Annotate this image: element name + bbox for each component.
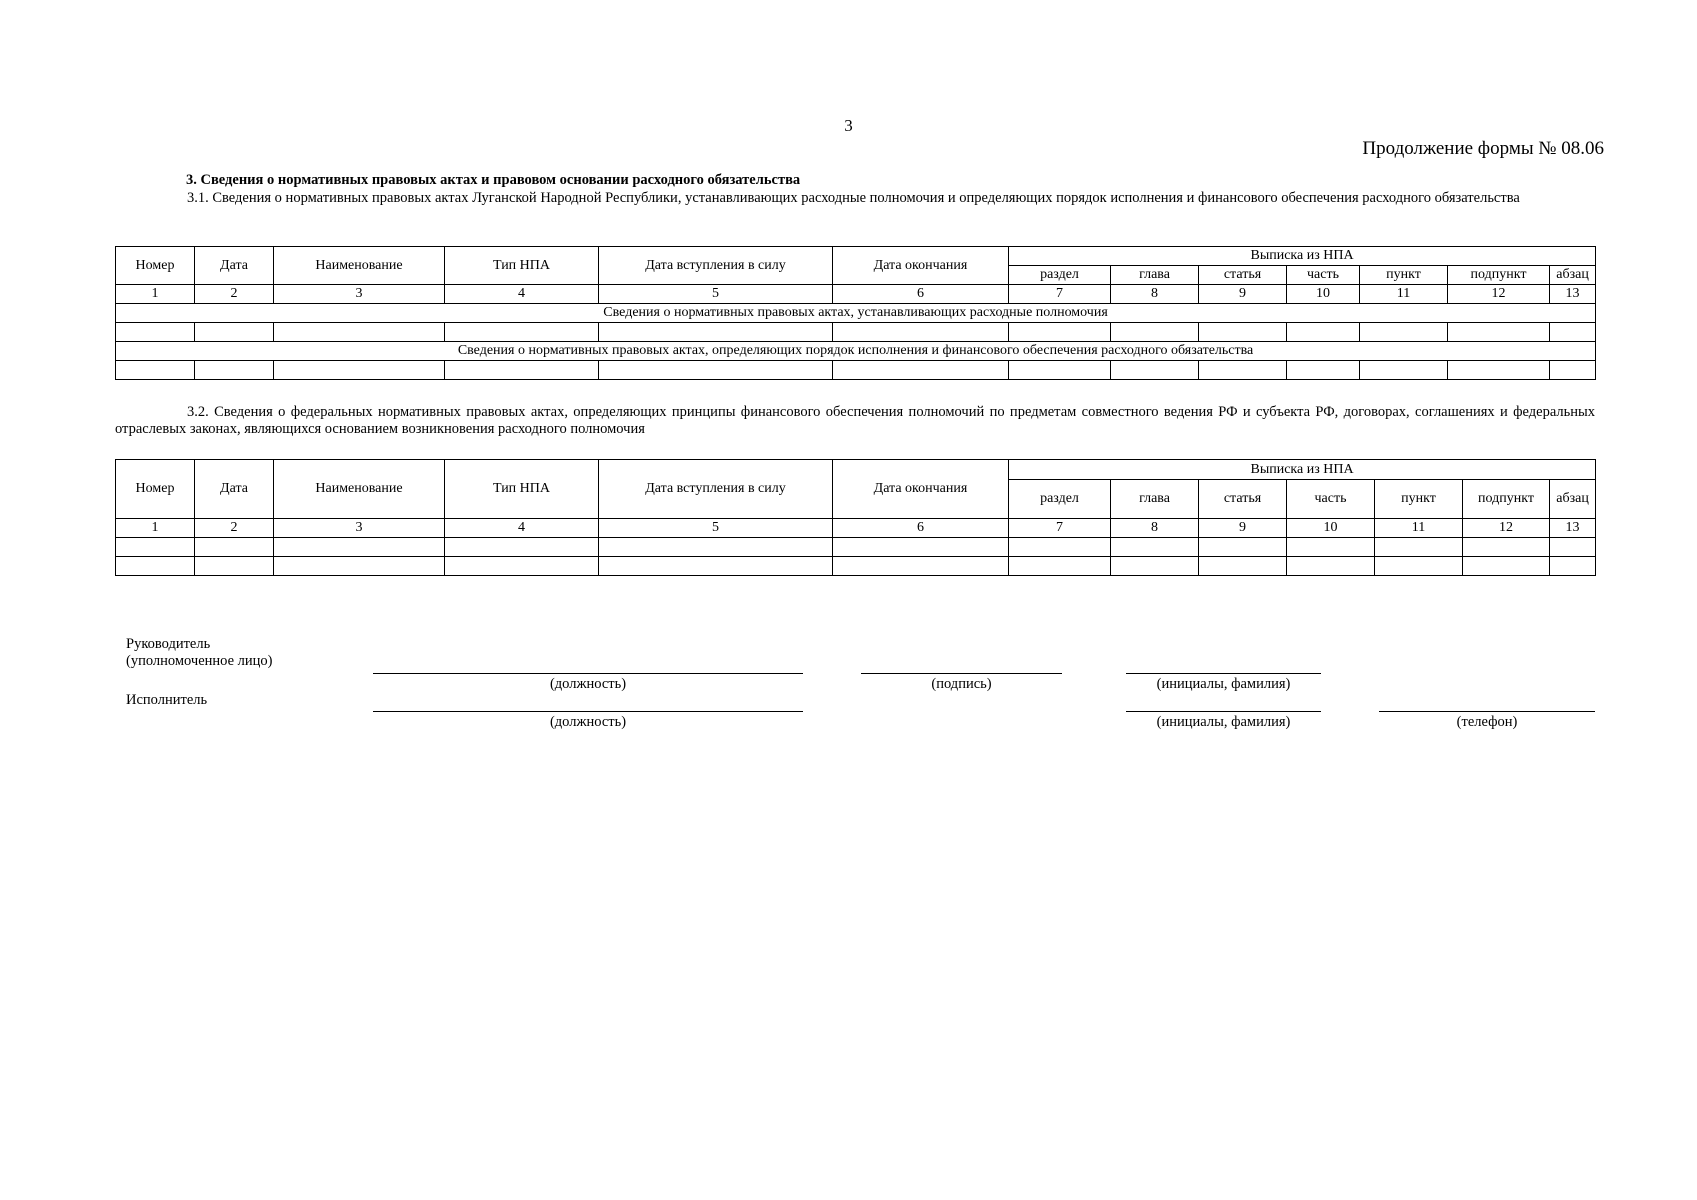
table-row — [116, 361, 1596, 380]
table-cell[interactable] — [274, 323, 445, 342]
head-name-line[interactable] — [1126, 673, 1321, 674]
header-cell: Наименование — [274, 460, 445, 519]
npa-table-federal — [115, 459, 1596, 576]
table-cell[interactable] — [1550, 361, 1596, 380]
header-cell: Тип НПА — [445, 460, 599, 519]
header-cell: Номер — [116, 460, 195, 519]
subsection-2-text — [115, 404, 1595, 438]
table-cell[interactable] — [195, 361, 274, 380]
executor-position-line[interactable] — [373, 711, 803, 712]
table-cell[interactable] — [1111, 538, 1199, 557]
subheader-cell: статья — [1199, 480, 1287, 519]
table-cell[interactable] — [1463, 538, 1550, 557]
table-cell[interactable] — [1550, 538, 1596, 557]
table-cell[interactable] — [1550, 557, 1596, 576]
table-cell[interactable] — [1199, 361, 1287, 380]
table-header-row — [116, 247, 1596, 266]
column-number: 8 — [1111, 519, 1199, 538]
table-cell[interactable] — [116, 323, 195, 342]
column-number: 4 — [445, 519, 599, 538]
table-cell[interactable] — [833, 323, 1009, 342]
table-cell[interactable] — [599, 323, 833, 342]
column-number: 13 — [1550, 519, 1596, 538]
column-number: 7 — [1009, 519, 1111, 538]
table-cell[interactable] — [1448, 323, 1550, 342]
column-number: 5 — [599, 285, 833, 304]
column-number: 10 — [1287, 285, 1360, 304]
table-cell[interactable] — [445, 538, 599, 557]
column-number: 12 — [1448, 285, 1550, 304]
column-number: 10 — [1287, 519, 1375, 538]
table-header-row — [116, 460, 1596, 480]
column-number: 7 — [1009, 285, 1111, 304]
table-cell[interactable] — [445, 557, 599, 576]
subheader-cell: часть — [1287, 480, 1375, 519]
column-number: 9 — [1199, 519, 1287, 538]
table-cell[interactable] — [1287, 323, 1360, 342]
head-name-caption: (инициалы, фамилия) — [1156, 676, 1291, 692]
executor-phone-caption: (телефон) — [1456, 714, 1518, 730]
subheader-cell: абзац — [1550, 266, 1596, 285]
table-cell[interactable] — [1360, 361, 1448, 380]
column-number: 12 — [1463, 519, 1550, 538]
table-cell[interactable] — [599, 538, 833, 557]
header-cell: Дата — [195, 247, 274, 285]
header-cell: Дата вступления в силу — [599, 247, 833, 285]
table-cell[interactable] — [116, 538, 195, 557]
page-number: 3 — [844, 116, 853, 135]
column-number: 9 — [1199, 285, 1287, 304]
executor-name-caption: (инициалы, фамилия) — [1156, 714, 1291, 730]
column-number-row — [116, 285, 1596, 304]
table-cell[interactable] — [1463, 557, 1550, 576]
column-number: 1 — [116, 519, 195, 538]
table-cell[interactable] — [1199, 557, 1287, 576]
table-cell[interactable] — [1287, 557, 1375, 576]
table-cell[interactable] — [1287, 538, 1375, 557]
subheader-cell: пункт — [1360, 266, 1448, 285]
subsection-2-content: 3.2. Сведения о федеральных нормативных правовых актах, определяющих принципы финансового обеспечения полномочий по предметам совместного ведения РФ и субъекта РФ, договорах, соглашениях и федеральных отраслевых законах, являющихся основанием возникновения расходного полномочия — [115, 404, 1595, 437]
table-cell[interactable] — [1009, 323, 1111, 342]
section-band-cell: Сведения о нормативных правовых актах, определяющих порядок исполнения и финансового обеспечения расходного обязательства — [116, 342, 1596, 361]
table-cell[interactable] — [445, 361, 599, 380]
column-number: 3 — [274, 285, 445, 304]
table-cell[interactable] — [1009, 538, 1111, 557]
head-signature-caption: (подпись) — [931, 676, 992, 692]
form-continuation-label: Продолжение формы № 08.06 — [1362, 138, 1604, 159]
column-number: 4 — [445, 285, 599, 304]
table-cell[interactable] — [274, 538, 445, 557]
column-number: 11 — [1360, 285, 1448, 304]
subheader-cell: абзац — [1550, 480, 1596, 519]
column-number: 1 — [116, 285, 195, 304]
column-number: 2 — [195, 285, 274, 304]
table-cell[interactable] — [1550, 323, 1596, 342]
table-cell[interactable] — [599, 557, 833, 576]
table-cell[interactable] — [1287, 361, 1360, 380]
head-label — [126, 636, 273, 670]
subheader-cell: глава — [1111, 266, 1199, 285]
section-title: 3. Сведения о нормативных правовых актах и правовом основании расходного обязательства — [186, 172, 801, 188]
table-cell[interactable] — [1448, 361, 1550, 380]
column-number: 13 — [1550, 285, 1596, 304]
subheader-cell: подпункт — [1463, 480, 1550, 519]
table-row — [116, 323, 1596, 342]
table-cell[interactable] — [195, 557, 274, 576]
subheader-cell: пункт — [1375, 480, 1463, 519]
head-position-caption: (должность) — [549, 676, 627, 692]
npa-table-regional — [115, 246, 1596, 380]
subheader-cell: статья — [1199, 266, 1287, 285]
subheader-cell: раздел — [1009, 480, 1111, 519]
head-label-line-1: Руководитель — [126, 636, 211, 652]
table-cell[interactable] — [833, 361, 1009, 380]
subheader-cell: часть — [1287, 266, 1360, 285]
column-number: 8 — [1111, 285, 1199, 304]
table-cell[interactable] — [833, 557, 1009, 576]
table-row — [116, 538, 1596, 557]
header-cell: Дата окончания — [833, 247, 1009, 285]
header-cell: Номер — [116, 247, 195, 285]
subheader-cell: раздел — [1009, 266, 1111, 285]
table-cell[interactable] — [1375, 557, 1463, 576]
executor-position-caption: (должность) — [549, 714, 627, 730]
group-header-cell: Выписка из НПА — [1009, 460, 1596, 480]
column-number: 5 — [599, 519, 833, 538]
table-cell[interactable] — [1111, 557, 1199, 576]
table-cell[interactable] — [1199, 323, 1287, 342]
group-header-cell: Выписка из НПА — [1009, 247, 1596, 266]
section-band-row — [116, 342, 1596, 361]
table-row — [116, 557, 1596, 576]
table-cell[interactable] — [195, 538, 274, 557]
table-cell[interactable] — [445, 323, 599, 342]
section-band-cell: Сведения о нормативных правовых актах, устанавливающих расходные полномочия — [116, 304, 1596, 323]
header-cell: Дата окончания — [833, 460, 1009, 519]
table-cell[interactable] — [1009, 361, 1111, 380]
table-cell[interactable] — [195, 323, 274, 342]
column-number: 11 — [1375, 519, 1463, 538]
table-cell[interactable] — [116, 557, 195, 576]
header-cell: Тип НПА — [445, 247, 599, 285]
table-cell[interactable] — [1199, 538, 1287, 557]
table-cell[interactable] — [1360, 323, 1448, 342]
head-label-line-2: (уполномоченное лицо) — [126, 653, 273, 669]
column-number: 6 — [833, 285, 1009, 304]
table-cell[interactable] — [116, 361, 195, 380]
column-number: 3 — [274, 519, 445, 538]
head-position-line[interactable] — [373, 673, 803, 674]
header-cell: Наименование — [274, 247, 445, 285]
section-band-row — [116, 304, 1596, 323]
subheader-cell: подпункт — [1448, 266, 1550, 285]
subsection-1-text — [115, 190, 1595, 207]
column-number: 6 — [833, 519, 1009, 538]
table-cell[interactable] — [599, 361, 833, 380]
column-number-row — [116, 519, 1596, 538]
subheader-cell: глава — [1111, 480, 1199, 519]
head-signature-line[interactable] — [861, 673, 1062, 674]
subsection-1-content: 3.1. Сведения о нормативных правовых актах Луганской Народной Республики, устанавливающих расходные полномочия и определяющих порядок исполнения и финансового обеспечения расходного обязательства — [187, 190, 1520, 206]
executor-phone-line[interactable] — [1379, 711, 1595, 712]
table-cell[interactable] — [1111, 361, 1199, 380]
header-cell: Дата — [195, 460, 274, 519]
executor-name-line[interactable] — [1126, 711, 1321, 712]
table-cell[interactable] — [1009, 557, 1111, 576]
table-cell[interactable] — [833, 538, 1009, 557]
header-cell: Дата вступления в силу — [599, 460, 833, 519]
column-number: 2 — [195, 519, 274, 538]
table-cell[interactable] — [274, 557, 445, 576]
table-cell[interactable] — [274, 361, 445, 380]
table-cell[interactable] — [1111, 323, 1199, 342]
table-cell[interactable] — [1375, 538, 1463, 557]
executor-label: Исполнитель — [126, 692, 208, 708]
